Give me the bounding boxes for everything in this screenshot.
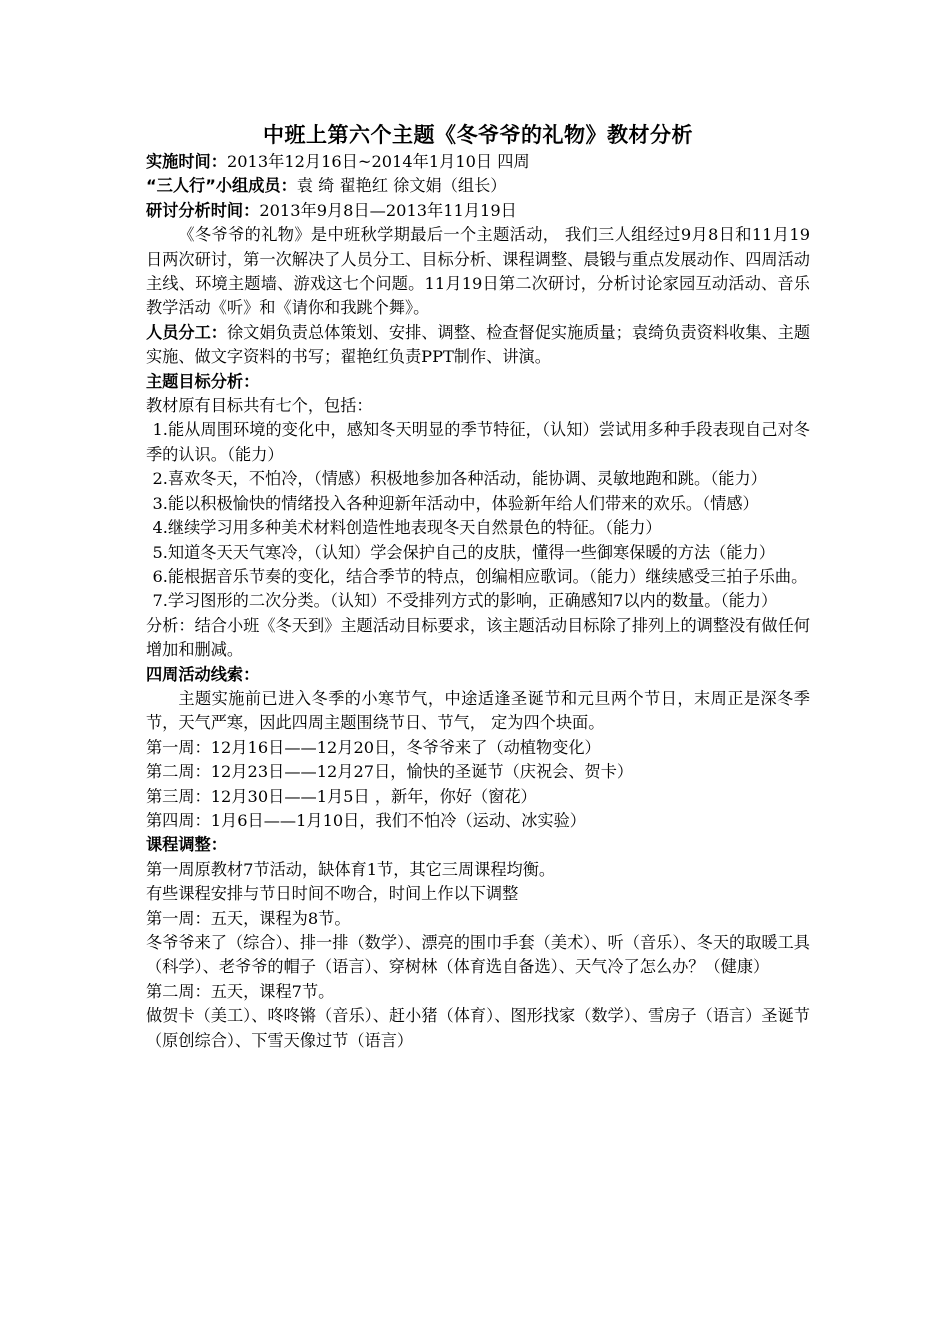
division-paragraph — [146, 321, 810, 370]
intro-paragraph: 《冬爷爷的礼物》是中班秋学期最后一个主题活动， 我们三人组经过9月8日和11月19日两次研讨，第一次解决了人员分工、目标分析、课程调整、晨锻与重点发展动作、四周活动主线、环境主题墙、游戏这七个问题。11月19日第二次研讨，分析讨论家园互动活动、音乐教学活动《听》和《请你和我跳个舞》。 — [146, 225, 810, 318]
course-line: 冬爷爷来了（综合）、排一排（数学）、漂亮的围巾手套（美术）、听（音乐）、冬天的取暖工具（科学）、老爷爷的帽子（语言）、穿树林（体育选自备选）、天气冷了怎么办？（健康） — [146, 933, 810, 977]
implementation-time-value: 2013年12月16日~2014年1月10日 四周 — [226, 152, 530, 171]
discussion-time — [146, 199, 810, 223]
week-item: 第四周：1月6日——1月10日，我们不怕冷（运动、冰实验） — [146, 810, 586, 830]
weeks-heading: 四周活动线索： — [146, 664, 260, 684]
goals-analysis: 分析：结合小班《冬天到》主题活动目标要求，该主题活动目标除了排列上的调整没有做任何增加和删减。 — [146, 615, 810, 660]
goal-item: 5.知道冬天天气寒冷，（认知）学会保护自己的皮肤，懂得一些御寒保暖的方法（能力） — [152, 542, 775, 562]
document-title: 中班上第六个主题《冬爷爷的礼物》教材分析 — [263, 123, 693, 147]
goal-item: 2.喜欢冬天，不怕冷，（情感）积极地参加各种活动，能协调、灵敏地跑和跳。（能力） — [152, 469, 767, 489]
implementation-time — [146, 150, 810, 174]
goals-heading: 主题目标分析： — [146, 371, 260, 391]
goal-item: 6.能根据音乐节奏的变化，结合季节的特点，创编相应歌词。（能力）继续感受三拍子乐曲。 — [152, 566, 808, 586]
goals-lead: 教材原有目标共有七个，包括： — [146, 396, 373, 416]
goal-item: 7.学习图形的二次分类。（认知）不受排列方式的影响，正确感知7以内的数量。（能力） — [152, 591, 778, 611]
document-page — [146, 120, 810, 1053]
week-item: 第二周：12月23日——12月27日，愉快的圣诞节（庆祝会、贺卡） — [146, 762, 634, 782]
division-text: 徐文娟负责总体策划、安排、调整、检查督促实施质量；袁绮负责资料收集、主题实施、做文字资料的书写；翟艳红负责PPT制作、讲演。 — [146, 322, 811, 367]
group-members-label: “三人行”小组成员： — [146, 176, 297, 196]
discussion-time-label: 研讨分析时间： — [146, 200, 260, 220]
goal-item: 4.继续学习用多种美术材料创造性地表现冬天自然景色的特征。（能力） — [152, 518, 662, 538]
week-item: 第一周：12月16日——12月20日，冬爷爷来了（动植物变化） — [146, 737, 601, 757]
weeks-intro: 主题实施前已进入冬季的小寒节气，中途适逢圣诞节和元旦两个节日，末周正是深冬季节，天气严寒，因此四周主题围绕节日、节气， 定为四个块面。 — [146, 688, 810, 733]
course-line: 第二周：五天，课程7节。 — [146, 981, 335, 1001]
goal-item: 1.能从周围环境的变化中，感知冬天明显的季节特征，（认知）尝试用多种手段表现自己对冬季的认识。（能力） — [146, 420, 810, 464]
goal-item: 3.能以积极愉快的情绪投入各种迎新年活动中，体验新年给人们带来的欢乐。（情感） — [152, 493, 759, 513]
group-members-value: 袁 绮 翟艳红 徐文娟（组长） — [296, 176, 507, 196]
course-line: 有些课程安排与节日时间不吻合，时间上作以下调整 — [146, 884, 519, 904]
implementation-time-label: 实施时间： — [146, 152, 227, 171]
course-heading: 课程调整： — [146, 835, 227, 855]
group-members — [146, 174, 810, 198]
course-line: 第一周原教材7节活动，缺体育1节，其它三周课程均衡。 — [146, 859, 556, 879]
course-line: 第一周：五天，课程为8节。 — [146, 908, 351, 928]
week-item: 第三周：12月30日——1月5日 ，新年，你好（窗花） — [146, 786, 537, 806]
course-line: 做贺卡（美工）、咚咚锵（音乐）、赶小猪（体育）、图形找家（数学）、雪房子（语言）圣诞节（原创综合）、下雪天像过节（语言） — [146, 1006, 810, 1050]
division-label: 人员分工： — [146, 322, 227, 342]
discussion-time-value: 2013年9月8日—2013年11月19日 — [259, 200, 517, 220]
